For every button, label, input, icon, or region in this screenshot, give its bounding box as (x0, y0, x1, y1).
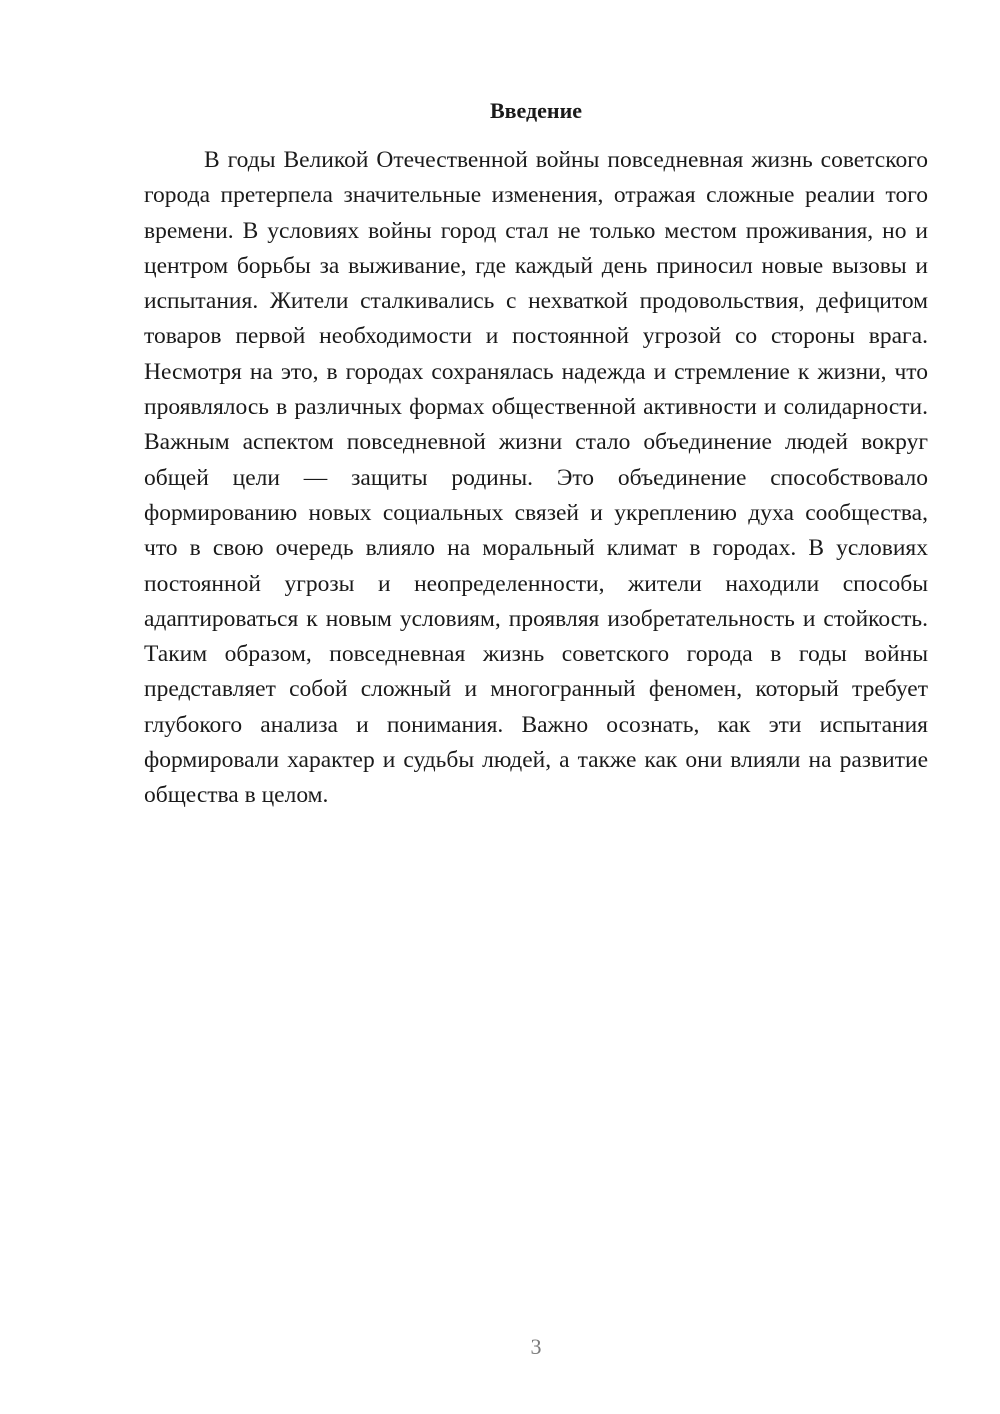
page-number: 3 (530, 1334, 542, 1359)
section-heading: Введение (489, 98, 583, 123)
introduction-paragraph: В годы Великой Отечественной войны повседневная жизнь советского города претерпела значительные изменения, отражая сложные реалии того времени. В условиях войны город стал не только местом проживания, но и центром борьбы за выживание, где каждый день приносил новые вызовы и испытания. Жители сталкивались с нехваткой продовольствия, дефицитом товаров первой необходимости и постоянной угрозой со стороны врага. Несмотря на это, в городах сохранялась надежда и стремление к жизни, что проявлялось в различных формах общественной активности и солидарности. Важным аспектом повседневной жизни стало объединение людей вокруг общей цели — защиты родины. Это объединение способствовало формированию новых социальных связей и укреплению духа сообщества, что в свою очередь влияло на моральный климат в городах. В условиях постоянной угрозы и неопределенности, жители находили способы адаптироваться к новым условиям, проявляя изобретательность и стойкость. Таким образом, повседневная жизнь советского города в годы войны представляет собой сложный и многогранный феномен, который требует глубокого анализа и понимания. Важно осознать, как эти испытания формировали характер и судьбы людей, а также как они влияли на развитие общества в целом. (144, 147, 928, 809)
